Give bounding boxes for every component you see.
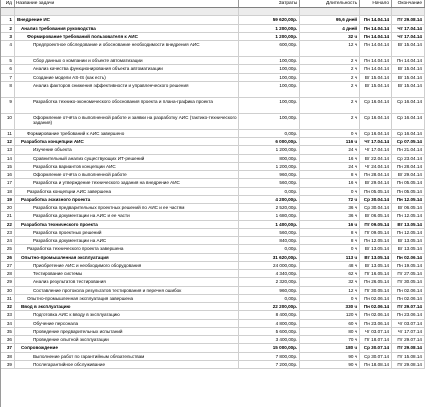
cell-id[interactable]: 26 [1, 254, 15, 261]
cell-name[interactable]: Изучение объекта [15, 146, 239, 153]
cell-id[interactable]: 23 [1, 229, 15, 236]
cell-start[interactable]: Пт 30.05.14 [360, 287, 392, 294]
cell-dur[interactable]: 48 ч [300, 262, 360, 269]
cell-end[interactable]: Пн 12.05.14 [392, 212, 425, 219]
cell-start[interactable]: Вт 22.04.14 [360, 155, 392, 162]
cell-cost[interactable]: 1 200,00р. [239, 33, 300, 40]
cell-start[interactable]: Вт 13.05.14 [360, 262, 392, 269]
cell-name[interactable]: Сопровождение [15, 344, 239, 351]
table-row[interactable] [1, 82, 425, 98]
cell-cost[interactable]: 2 320,00р. [239, 278, 300, 285]
table-row[interactable] [1, 98, 425, 114]
cell-cost[interactable]: 1 400,00р. [239, 221, 300, 228]
cell-id[interactable]: 36 [1, 336, 15, 343]
cell-dur[interactable]: 0 ч [300, 188, 360, 195]
cell-name[interactable]: Разработка предварительных проектных решений по АИС и ее частям [15, 204, 239, 211]
cell-start[interactable]: Чт 17.04.14 [360, 138, 392, 145]
cell-end[interactable]: Пт 27.05.14 [392, 270, 425, 277]
cell-start[interactable]: Пн 26.05.14 [360, 278, 392, 285]
cell-dur[interactable]: 2 ч [300, 114, 360, 129]
cell-end[interactable]: Пт 30.05.14 [392, 278, 425, 285]
cell-name[interactable]: Составление протокола результатов тестирования и перечня ошибок [15, 287, 239, 294]
cell-dur[interactable]: 90 ч [300, 353, 360, 360]
column-header-duration[interactable]: Длительность [300, 0, 360, 7]
cell-id[interactable]: 19 [1, 196, 15, 203]
cell-name[interactable]: Анализ качества функционирования объекта автоматизации [15, 65, 239, 72]
cell-name[interactable]: Разработка технического проекта [15, 221, 239, 228]
cell-dur[interactable]: 16 ч [300, 179, 360, 186]
cell-dur[interactable]: 0 ч [300, 295, 360, 302]
cell-dur[interactable]: 330 ч [300, 303, 360, 310]
cell-start[interactable]: Чт 03.07.14 [360, 328, 392, 335]
cell-end[interactable]: Вт 13.05.14 [392, 237, 425, 244]
cell-start[interactable]: Пн 02.06.14 [360, 295, 392, 302]
cell-cost[interactable]: 100,00р. [239, 65, 300, 72]
cell-start[interactable]: Ср 30.07.14 [360, 344, 392, 351]
column-header-row [1, 0, 425, 8]
cell-end[interactable]: Пн 02.06.14 [392, 287, 425, 294]
cell-id[interactable]: 13 [1, 146, 15, 153]
cell-id[interactable]: 25 [1, 245, 15, 252]
table-row[interactable] [1, 295, 425, 303]
table-row[interactable] [1, 353, 425, 361]
table-row[interactable] [1, 196, 425, 204]
cell-start[interactable]: Чт 17.04.14 [360, 146, 392, 153]
cell-cost[interactable]: 800,00р. [239, 155, 300, 162]
cell-name[interactable]: Анализ факторов снижения эффективности и управленческого решения [15, 82, 239, 97]
cell-start[interactable]: Пн 14.04.14 [360, 57, 392, 64]
cell-start[interactable]: Ср 30.04.14 [360, 204, 392, 211]
cell-end[interactable]: Вт 15.04.14 [392, 41, 425, 56]
cell-end[interactable]: Пн 02.06.14 [392, 295, 425, 302]
cell-dur[interactable]: 36 ч [300, 204, 360, 211]
cell-start[interactable]: Пн 02.06.14 [360, 311, 392, 318]
cell-cost[interactable]: 560,00р. [239, 179, 300, 186]
cell-dur[interactable]: 8 ч [300, 237, 360, 244]
cell-cost[interactable]: 100,00р. [239, 82, 300, 97]
cell-dur[interactable]: 24 ч [300, 163, 360, 170]
cell-start[interactable]: Пт 09.05.14 [360, 221, 392, 228]
cell-id[interactable]: 35 [1, 328, 15, 335]
cell-name[interactable]: Обучение персонала [15, 320, 239, 327]
table-row[interactable] [1, 179, 425, 187]
cell-cost[interactable]: 100,00р. [239, 98, 300, 113]
cell-start[interactable]: Вт 29.04.14 [360, 179, 392, 186]
cell-dur[interactable]: 2 ч [300, 57, 360, 64]
cell-end[interactable]: Вт 29.04.14 [392, 171, 425, 178]
cell-id[interactable]: 31 [1, 295, 15, 302]
table-row[interactable] [1, 8, 425, 16]
cell-start[interactable]: Вт 13.05.14 [360, 245, 392, 252]
cell-name[interactable]: Разработка концепции АИС [15, 138, 239, 145]
cell-start[interactable]: Пн 14.04.14 [360, 65, 392, 72]
cell-name[interactable]: Анализ требования руководства [15, 25, 239, 32]
cell-name[interactable]: Разработка технико-экономического обоснования проекта и плана-графика проекта [15, 98, 239, 113]
cell-id[interactable]: 16 [1, 171, 15, 178]
cell-end[interactable]: Чт 03.07.14 [392, 320, 425, 327]
cell-id[interactable]: 24 [1, 237, 15, 244]
table-row[interactable] [1, 114, 425, 130]
cell-id[interactable]: 3 [1, 33, 15, 40]
cell-name[interactable]: Выполнение работ по гарантийным обязательствам [15, 353, 239, 360]
cell-end[interactable]: Вт 13.05.14 [392, 245, 425, 252]
cell-id[interactable]: 34 [1, 320, 15, 327]
cell-end[interactable]: Пн 02.06.14 [392, 254, 425, 261]
cell-start[interactable]: Пн 12.05.14 [360, 237, 392, 244]
cell-cost[interactable]: 6 000,00р. [239, 138, 300, 145]
cell-end[interactable]: Ср 16.04.14 [392, 114, 425, 129]
table-row[interactable] [1, 212, 425, 220]
cell-cost[interactable] [239, 8, 300, 15]
cell-name[interactable]: Формирование требований к АИС завершено [15, 130, 239, 137]
cell-dur[interactable]: 32 ч [300, 33, 360, 40]
cell-id[interactable]: 4 [1, 41, 15, 56]
cell-id[interactable]: 12 [1, 138, 15, 145]
cell-cost[interactable]: 840,00р. [239, 237, 300, 244]
cell-id[interactable]: 14 [1, 155, 15, 162]
cell-name[interactable]: Проведение предварительных испытаний [15, 328, 239, 335]
cell-id[interactable]: 7 [1, 74, 15, 81]
cell-start[interactable]: Ср 30.04.14 [360, 196, 392, 203]
table-row[interactable] [1, 41, 425, 57]
cell-cost[interactable]: 7 800,00р. [239, 353, 300, 360]
table-row[interactable] [1, 57, 425, 65]
table-row[interactable] [1, 361, 425, 369]
cell-name[interactable]: Оформление отчёта о выполненной работе [15, 171, 239, 178]
cell-start[interactable]: Вт 06.05.14 [360, 212, 392, 219]
table-row[interactable] [1, 245, 425, 253]
column-header-end[interactable]: Окончание [392, 0, 425, 7]
table-row[interactable] [1, 65, 425, 73]
cell-cost[interactable]: 1 680,00р. [239, 212, 300, 219]
cell-cost[interactable]: 960,00р. [239, 171, 300, 178]
task-rows [1, 8, 425, 369]
cell-dur[interactable]: 36 ч [300, 212, 360, 219]
cell-end[interactable]: Вт 06.05.14 [392, 204, 425, 211]
cell-start[interactable]: Пн 23.06.14 [360, 320, 392, 327]
cell-dur[interactable]: 12 ч [300, 287, 360, 294]
cell-name[interactable]: Приобретение АИС и необходимого оборудования [15, 262, 239, 269]
cell-name[interactable]: Опытно-промышленная эксплуатация [15, 254, 239, 261]
cell-start[interactable]: Пн 05.05.14 [360, 188, 392, 195]
cell-dur[interactable]: 70 ч [300, 336, 360, 343]
cell-name[interactable] [15, 8, 239, 15]
cell-cost[interactable]: 5 600,00р. [239, 328, 300, 335]
cell-end[interactable]: Пн 12.05.14 [392, 196, 425, 203]
cell-id[interactable]: 6 [1, 65, 15, 72]
cell-dur[interactable]: 2 ч [300, 82, 360, 97]
cell-id[interactable]: 37 [1, 344, 15, 351]
cell-start[interactable]: Ср 16.04.14 [360, 98, 392, 113]
cell-end[interactable]: Чт 17.04.14 [392, 25, 425, 32]
cell-name[interactable]: Формирование требований пользователя к АИС [15, 33, 239, 40]
cell-start[interactable]: Вт 13.05.14 [360, 254, 392, 261]
cell-name[interactable]: Разработка и утверждение технического задания на внедрение АИС [15, 179, 239, 186]
cell-end[interactable]: Пт 29.08.14 [392, 361, 425, 368]
table-row[interactable] [1, 262, 425, 270]
cell-end[interactable]: Пт 29.08.14 [392, 344, 425, 351]
table-row[interactable] [1, 146, 425, 154]
cell-dur[interactable]: 2 ч [300, 74, 360, 81]
cell-name[interactable]: Послегарантийное обслуживание [15, 361, 239, 368]
table-row[interactable] [1, 138, 425, 146]
cell-id[interactable]: 22 [1, 221, 15, 228]
cell-cost[interactable]: 1 200,00р. [239, 163, 300, 170]
cell-dur[interactable]: 0 ч [300, 130, 360, 137]
cell-name[interactable]: Проведение опытной эксплуатации [15, 336, 239, 343]
cell-id[interactable] [1, 8, 15, 15]
cell-cost[interactable]: 960,00р. [239, 287, 300, 294]
column-header-id[interactable]: Ид [1, 0, 15, 7]
cell-start[interactable]: Пн 18.08.14 [360, 361, 392, 368]
cell-dur[interactable]: 2 ч [300, 65, 360, 72]
table-row[interactable] [1, 155, 425, 163]
table-row[interactable] [1, 171, 425, 179]
cell-start[interactable]: Чт 24.04.14 [360, 163, 392, 170]
cell-cost[interactable]: 3 400,00р. [239, 336, 300, 343]
table-row[interactable] [1, 311, 425, 319]
cell-id[interactable]: 29 [1, 278, 15, 285]
table-row[interactable] [1, 33, 425, 41]
cell-cost[interactable]: 4 800,00р. [239, 320, 300, 327]
column-header-cost[interactable]: Затраты [239, 0, 300, 7]
cell-cost[interactable]: 560,00р. [239, 229, 300, 236]
cell-start[interactable]: Ср 30.07.14 [360, 353, 392, 360]
cell-dur[interactable]: 180 ч [300, 344, 360, 351]
cell-cost[interactable]: 8 400,00р. [239, 311, 300, 318]
cell-cost[interactable]: 1 200,00р. [239, 25, 300, 32]
cell-id[interactable]: 18 [1, 188, 15, 195]
cell-id[interactable]: 1 [1, 16, 15, 23]
cell-start[interactable]: Пн 14.04.14 [360, 33, 392, 40]
cell-cost[interactable]: 100,00р. [239, 114, 300, 129]
cell-dur[interactable]: 16 ч [300, 155, 360, 162]
cell-cost[interactable]: 24 000,00р. [239, 262, 300, 269]
cell-end[interactable]: Пн 19.05.14 [392, 262, 425, 269]
cell-dur[interactable]: 72 ч [300, 196, 360, 203]
cell-dur[interactable]: 24 ч [300, 146, 360, 153]
cell-end[interactable]: Ср 16.04.14 [392, 98, 425, 113]
cell-dur[interactable]: 90 ч [300, 361, 360, 368]
table-row[interactable] [1, 25, 425, 33]
cell-id[interactable]: 17 [1, 179, 15, 186]
table-row[interactable] [1, 204, 425, 212]
cell-cost[interactable]: 4 200,00р. [239, 196, 300, 203]
cell-cost[interactable]: 59 620,00р. [239, 16, 300, 23]
cell-end[interactable]: Пн 14.04.14 [392, 57, 425, 64]
cell-end[interactable]: Пн 28.04.14 [392, 163, 425, 170]
cell-dur[interactable]: 12 ч [300, 41, 360, 56]
table-row[interactable] [1, 328, 425, 336]
cell-dur[interactable]: 62 ч [300, 270, 360, 277]
cell-name[interactable]: Разработка вариантов концепции АИС [15, 163, 239, 170]
cell-name[interactable]: Создание модели AS-IS (как есть) [15, 74, 239, 81]
cell-end[interactable]: Ср 23.04.14 [392, 155, 425, 162]
cell-end[interactable]: Чт 17.04.14 [392, 33, 425, 40]
table-row[interactable] [1, 336, 425, 344]
cell-name[interactable]: Ввод в эксплуатацию [15, 303, 239, 310]
cell-name[interactable]: Подготовка АИС к вводу в эксплуатацию [15, 311, 239, 318]
cell-start[interactable]: Ср 16.04.14 [360, 114, 392, 129]
cell-end[interactable]: Пт 29.08.14 [392, 16, 425, 23]
cell-cost[interactable]: 31 620,00р. [239, 254, 300, 261]
cell-dur[interactable]: 32 ч [300, 278, 360, 285]
cell-name[interactable]: Разработка проектных решений [15, 229, 239, 236]
cell-id[interactable]: 28 [1, 270, 15, 277]
table-row[interactable] [1, 270, 425, 278]
cell-name[interactable]: Тестирование системы [15, 270, 239, 277]
cell-id[interactable]: 11 [1, 130, 15, 137]
cell-dur[interactable]: 4 дней [300, 25, 360, 32]
cell-end[interactable]: Пн 23.06.14 [392, 311, 425, 318]
cell-end[interactable]: Пн 05.05.14 [392, 188, 425, 195]
cell-start[interactable]: Пн 02.06.14 [360, 303, 392, 310]
cell-cost[interactable]: 22 200,00р. [239, 303, 300, 310]
cell-start[interactable]: Ср 16.04.14 [360, 130, 392, 137]
cell-id[interactable]: 9 [1, 98, 15, 113]
cell-id[interactable]: 21 [1, 212, 15, 219]
cell-dur[interactable]: 80 ч [300, 328, 360, 335]
cell-id[interactable]: 10 [1, 114, 15, 129]
table-row[interactable] [1, 254, 425, 262]
cell-cost[interactable]: 0,00р. [239, 130, 300, 137]
table-row[interactable] [1, 237, 425, 245]
cell-end[interactable]: Пт 29.07.14 [392, 303, 425, 310]
table-row[interactable] [1, 320, 425, 328]
cell-cost[interactable]: 7 200,00р. [239, 361, 300, 368]
cell-cost[interactable]: 2 520,00р. [239, 204, 300, 211]
cell-end[interactable]: Пт 29.07.14 [392, 336, 425, 343]
cell-cost[interactable]: 4 340,00р. [239, 270, 300, 277]
table-row[interactable] [1, 229, 425, 237]
cell-cost[interactable]: 0,00р. [239, 295, 300, 302]
cell-end[interactable]: Вт 15.04.14 [392, 65, 425, 72]
cell-name[interactable]: Разработка документации на АИС [15, 237, 239, 244]
cell-id[interactable]: 39 [1, 361, 15, 368]
cell-start[interactable]: Пн 14.04.14 [360, 16, 392, 23]
cell-start[interactable] [360, 8, 392, 15]
cell-dur[interactable]: 95,6 дней [300, 16, 360, 23]
table-row[interactable] [1, 344, 425, 352]
cell-dur[interactable]: 0 ч [300, 245, 360, 252]
cell-id[interactable]: 2 [1, 25, 15, 32]
table-row[interactable] [1, 221, 425, 229]
cell-name[interactable]: Оформление отчёта о выполненной работе и заявки на разработку АИС (тактико-технического задания) [15, 114, 239, 129]
cell-start[interactable]: Пт 09.05.14 [360, 229, 392, 236]
cell-id[interactable]: 8 [1, 82, 15, 97]
cell-dur[interactable] [300, 8, 360, 15]
cell-start[interactable]: Пт 16.05.14 [360, 270, 392, 277]
cell-end[interactable]: Вт 15.04.14 [392, 82, 425, 97]
table-row[interactable] [1, 188, 425, 196]
cell-name[interactable]: Опытно-промышленная эксплуатация завершена [15, 295, 239, 302]
cell-cost[interactable]: 100,00р. [239, 74, 300, 81]
cell-dur[interactable]: 8 ч [300, 171, 360, 178]
cell-cost[interactable]: 15 000,00р. [239, 344, 300, 351]
cell-dur[interactable]: 16 ч [300, 221, 360, 228]
cell-id[interactable]: 30 [1, 287, 15, 294]
column-header-start[interactable]: Начало [360, 0, 392, 7]
cell-cost[interactable]: 100,00р. [239, 57, 300, 64]
cell-id[interactable]: 20 [1, 204, 15, 211]
cell-start[interactable]: Пн 14.04.14 [360, 25, 392, 32]
cell-cost[interactable]: 0,00р. [239, 188, 300, 195]
cell-id[interactable]: 32 [1, 303, 15, 310]
cell-end[interactable]: Ср 16.04.14 [392, 130, 425, 137]
cell-name[interactable]: Разработка документации на АИС и ее части [15, 212, 239, 219]
cell-name[interactable]: Внедрение ИС [15, 16, 239, 23]
cell-start[interactable]: Пт 18.07.14 [360, 336, 392, 343]
cell-end[interactable]: Ср 07.05.14 [392, 138, 425, 145]
cell-end[interactable]: Пн 21.04.14 [392, 146, 425, 153]
cell-id[interactable]: 5 [1, 57, 15, 64]
cell-cost[interactable]: 1 200,00р. [239, 146, 300, 153]
cell-end[interactable]: Вт 15.04.14 [392, 74, 425, 81]
cell-end[interactable]: Вт 13.05.14 [392, 221, 425, 228]
table-row[interactable] [1, 163, 425, 171]
cell-id[interactable]: 27 [1, 262, 15, 269]
cell-cost[interactable]: 600,00р. [239, 41, 300, 56]
cell-name[interactable]: Предпроектное обследование и обоснование необходимости внедрения АИС [15, 41, 239, 56]
cell-name[interactable]: Разработка технического проекта завершена [15, 245, 239, 252]
cell-start[interactable]: Пн 28.04.14 [360, 171, 392, 178]
cell-id[interactable]: 33 [1, 311, 15, 318]
cell-start[interactable]: Вт 15.04.14 [360, 74, 392, 81]
table-row[interactable] [1, 16, 425, 24]
cell-name[interactable]: Анализ результатов тестирования [15, 278, 239, 285]
cell-end[interactable]: Чт 17.07.14 [392, 328, 425, 335]
cell-end[interactable] [392, 8, 425, 15]
cell-name[interactable]: Разработка эскизного проекта [15, 196, 239, 203]
table-row[interactable] [1, 130, 425, 138]
cell-start[interactable]: Вт 15.04.14 [360, 82, 392, 97]
table-row[interactable] [1, 74, 425, 82]
cell-dur[interactable]: 113 ч [300, 254, 360, 261]
cell-dur[interactable]: 120 ч [300, 311, 360, 318]
cell-cost[interactable]: 0,00р. [239, 245, 300, 252]
cell-dur[interactable]: 60 ч [300, 320, 360, 327]
column-header-name[interactable]: Название задачи [15, 0, 239, 7]
cell-name[interactable]: Сравнительный анализ существующих ИТ-решений [15, 155, 239, 162]
cell-name[interactable]: Разработка концепции АИС завершена [15, 188, 239, 195]
cell-dur[interactable]: 116 ч [300, 138, 360, 145]
cell-dur[interactable]: 8 ч [300, 229, 360, 236]
cell-end[interactable]: Пн 05.05.14 [392, 179, 425, 186]
cell-name[interactable]: Сбор данных о компании и объекте автоматизации [15, 57, 239, 64]
cell-dur[interactable]: 2 ч [300, 98, 360, 113]
cell-end[interactable]: Пн 12.05.14 [392, 229, 425, 236]
table-row[interactable] [1, 278, 425, 286]
cell-id[interactable]: 15 [1, 163, 15, 170]
cell-id[interactable]: 38 [1, 353, 15, 360]
cell-start[interactable]: Пн 14.04.14 [360, 41, 392, 56]
table-row[interactable] [1, 303, 425, 311]
cell-end[interactable]: Пт 15.08.14 [392, 353, 425, 360]
table-row[interactable] [1, 287, 425, 295]
